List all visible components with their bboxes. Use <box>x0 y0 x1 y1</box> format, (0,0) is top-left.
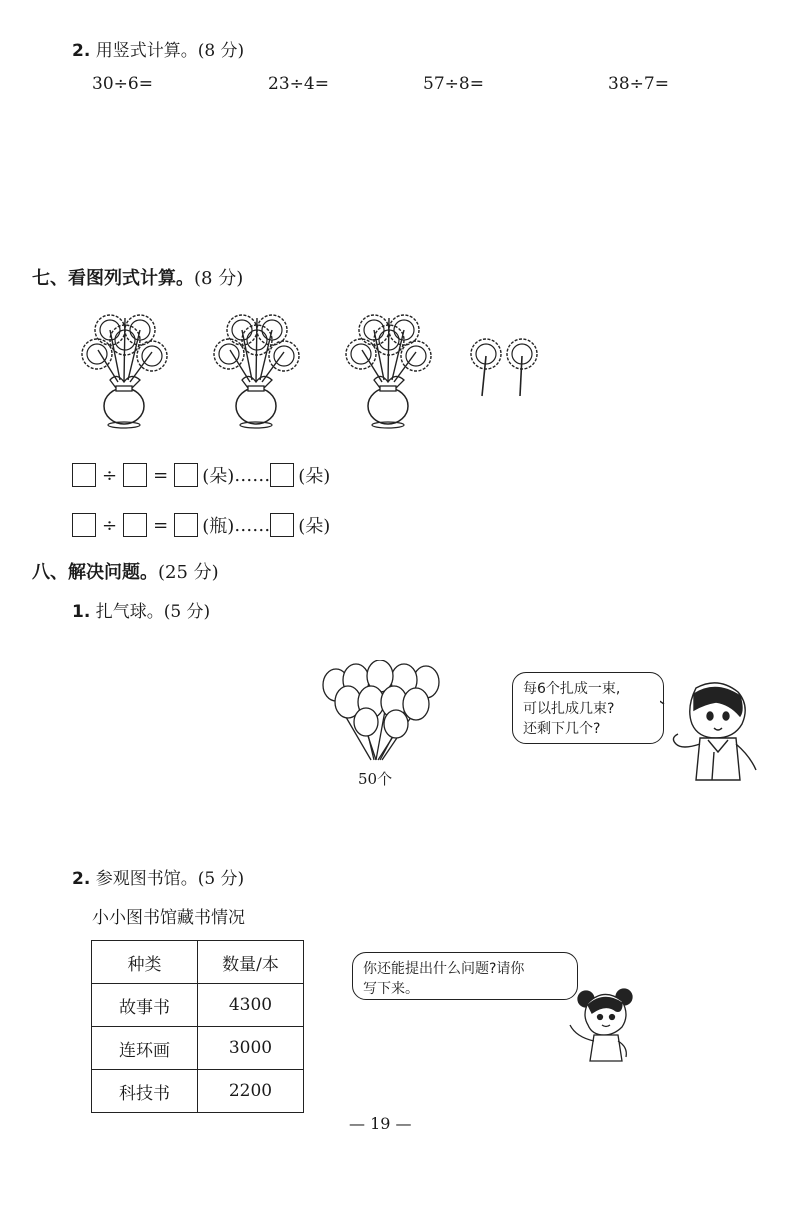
unit-label: (朵) <box>298 516 331 537</box>
question-8-2-title <box>72 864 244 889</box>
divide-sign: ÷ <box>102 464 118 486</box>
unit-label: (瓶) <box>202 516 235 537</box>
answer-box[interactable] <box>123 513 147 537</box>
balloons-illustration <box>316 660 446 765</box>
answer-box[interactable] <box>72 513 96 537</box>
question-8-1-title <box>72 597 210 622</box>
bubble-line: 还剩下几个? <box>523 721 601 737</box>
remainder-dots: …… <box>234 464 271 486</box>
page-number: — 19 — <box>349 1114 412 1133</box>
girl-character-icon <box>562 985 642 1065</box>
question-number: 2. <box>72 869 91 889</box>
calc-problem-4: 38÷7= <box>608 74 669 94</box>
remainder-dots: …… <box>234 514 271 536</box>
calc-problem-1: 30÷6= <box>92 74 153 94</box>
answer-box[interactable] <box>270 513 294 537</box>
section-title-text: 七、看图列式计算。 <box>32 268 194 289</box>
answer-box[interactable] <box>123 463 147 487</box>
table-row <box>92 1070 304 1113</box>
equation-row-1 <box>72 462 330 488</box>
answer-box[interactable] <box>270 463 294 487</box>
divide-sign: ÷ <box>102 514 118 536</box>
unit-label: (朵) <box>298 466 331 487</box>
balloon-count-label: 50个 <box>358 770 393 788</box>
answer-box[interactable] <box>72 463 96 487</box>
vase-3 <box>346 315 431 428</box>
question-text: 参观图书馆。(5 分) <box>95 869 245 889</box>
speech-bubble-1 <box>512 672 664 744</box>
unit-label: (朵) <box>202 466 235 487</box>
table-row <box>92 1027 304 1070</box>
bubble-line: 可以扎成几束? <box>523 701 615 717</box>
bubble-line: 写下来。 <box>363 981 419 997</box>
question-6-2-title <box>72 36 244 61</box>
table-cell: 科技书 <box>92 1070 198 1113</box>
flower-vases-illustration <box>70 310 560 440</box>
table-row <box>92 984 304 1027</box>
table-cell: 4300 <box>198 984 304 1027</box>
table-header-row <box>92 941 304 984</box>
bubble-line: 每6个扎成一束, <box>523 681 621 697</box>
table-cell: 连环画 <box>92 1027 198 1070</box>
equals-sign: = <box>153 514 169 536</box>
equals-sign: = <box>153 464 169 486</box>
header-cell: 数量/本 <box>198 941 304 984</box>
vase-1 <box>82 315 167 428</box>
answer-box[interactable] <box>174 463 198 487</box>
section-points: (25 分) <box>158 562 219 583</box>
vase-2 <box>214 315 299 428</box>
section-points: (8 分) <box>194 268 244 289</box>
library-books-table <box>91 940 304 1113</box>
table-cell: 2200 <box>198 1070 304 1113</box>
bubble-line: 你还能提出什么问题?请你 <box>363 961 525 977</box>
answer-box[interactable] <box>174 513 198 537</box>
table-cell: 故事书 <box>92 984 198 1027</box>
question-number: 1. <box>72 602 91 622</box>
section-7-title <box>32 264 243 290</box>
table-cell: 3000 <box>198 1027 304 1070</box>
question-number: 2. <box>72 41 91 61</box>
question-text: 扎气球。(5 分) <box>95 602 211 622</box>
header-cell: 种类 <box>92 941 198 984</box>
calc-problem-3: 57÷8= <box>423 74 484 94</box>
speech-bubble-2 <box>352 952 578 1000</box>
section-8-title <box>32 558 219 584</box>
section-title-text: 八、解决问题。 <box>32 562 158 583</box>
boy-character-icon <box>660 680 765 785</box>
calc-problem-2: 23÷4= <box>268 74 329 94</box>
equation-row-2 <box>72 512 330 538</box>
table-title: 小小图书馆藏书情况 <box>92 908 245 928</box>
question-text: 用竖式计算。(8 分) <box>95 41 245 61</box>
